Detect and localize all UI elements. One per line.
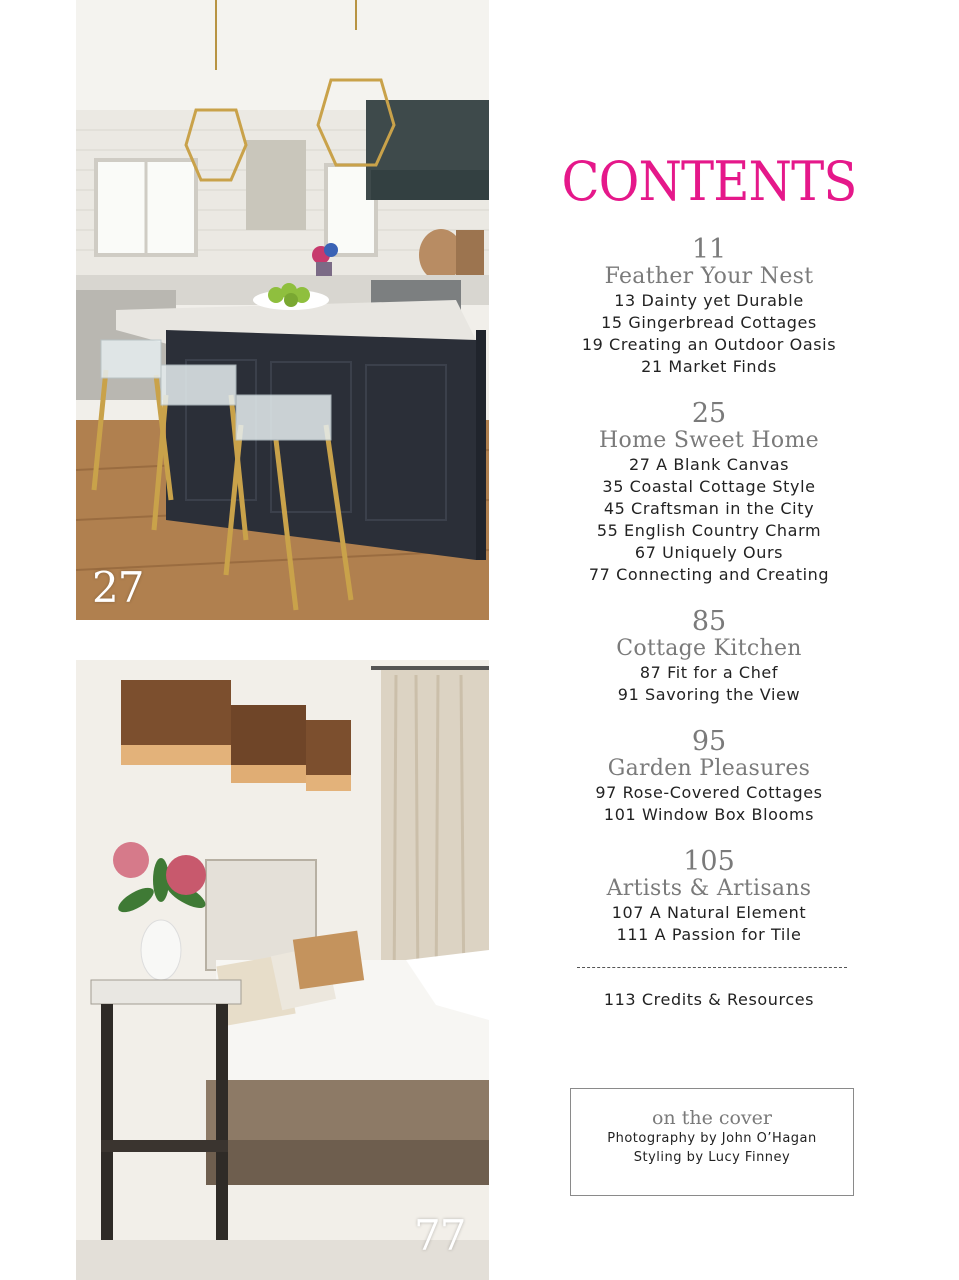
toc-entry[interactable]: 91 Savoring the View bbox=[617, 685, 801, 704]
kitchen-photo bbox=[76, 0, 489, 620]
toc-entry[interactable]: 35 Coastal Cottage Style bbox=[602, 477, 816, 496]
page-number-77: 77 bbox=[414, 1211, 466, 1260]
section-title: Artists & Artisans bbox=[606, 876, 812, 901]
cover-photography-credit: Photography by John O’Hagan bbox=[607, 1131, 817, 1146]
toc-entry[interactable]: 97 Rose-Covered Cottages bbox=[595, 783, 823, 802]
toc-entry[interactable]: 87 Fit for a Chef bbox=[639, 663, 779, 682]
section-number: 105 bbox=[683, 846, 735, 877]
section-title: Garden Pleasures bbox=[607, 756, 811, 781]
section-number: 95 bbox=[691, 726, 727, 757]
toc-entry[interactable]: 45 Craftsman in the City bbox=[603, 499, 815, 518]
section-title: Home Sweet Home bbox=[599, 428, 819, 453]
kitchen-illustration bbox=[76, 0, 489, 620]
section-number: 25 bbox=[691, 398, 727, 429]
toc-entry[interactable]: 27 A Blank Canvas bbox=[628, 455, 790, 474]
page-number-27: 27 bbox=[92, 563, 144, 612]
section-number: 85 bbox=[691, 606, 727, 637]
toc-entry[interactable]: 21 Market Finds bbox=[641, 357, 777, 376]
daybed-photo bbox=[76, 660, 489, 1280]
contents-title: CONTENTS bbox=[561, 150, 857, 213]
section-artists-artisans bbox=[540, 848, 878, 946]
on-the-cover-box bbox=[570, 1088, 854, 1196]
toc-entry[interactable]: 19 Creating an Outdoor Oasis bbox=[581, 335, 837, 354]
cover-title: on the cover bbox=[651, 1107, 772, 1129]
section-cottage-kitchen bbox=[540, 608, 878, 706]
section-home-sweet-home bbox=[540, 400, 878, 586]
section-title: Feather Your Nest bbox=[604, 264, 814, 289]
toc-entry[interactable]: 77 Connecting and Creating bbox=[588, 565, 830, 584]
toc-entry[interactable]: 67 Uniquely Ours bbox=[634, 543, 784, 562]
toc-entry[interactable]: 13 Dainty yet Durable bbox=[614, 291, 804, 310]
toc-entry[interactable]: 15 Gingerbread Cottages bbox=[601, 313, 817, 332]
toc-entry[interactable]: 55 English Country Charm bbox=[596, 521, 822, 540]
toc-entry[interactable]: 101 Window Box Blooms bbox=[603, 805, 815, 824]
section-number: 11 bbox=[691, 234, 727, 265]
toc-entry[interactable]: 107 A Natural Element bbox=[611, 903, 807, 922]
section-feather-your-nest bbox=[540, 236, 878, 378]
daybed-illustration bbox=[76, 660, 489, 1280]
section-title: Cottage Kitchen bbox=[616, 636, 802, 661]
section-garden-pleasures bbox=[540, 728, 878, 826]
toc-entry[interactable]: 111 A Passion for Tile bbox=[616, 925, 802, 944]
credits-entry[interactable]: 113 Credits & Resources bbox=[603, 990, 815, 1009]
dashed-divider bbox=[577, 967, 847, 968]
cover-styling-credit: Styling by Lucy Finney bbox=[633, 1150, 791, 1165]
